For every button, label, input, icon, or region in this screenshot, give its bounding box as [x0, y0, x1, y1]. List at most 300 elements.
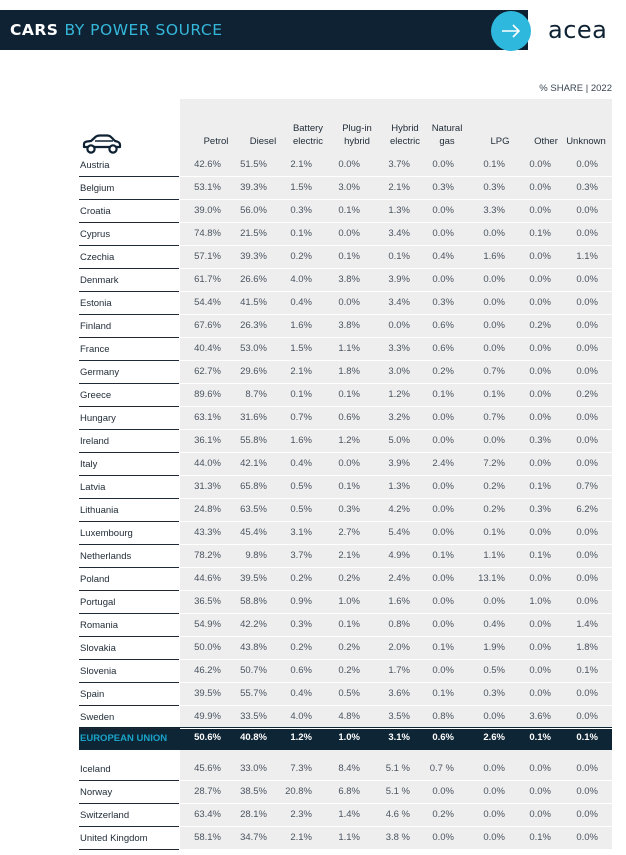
table-cell: 0.1% [529, 481, 551, 492]
row-label: Portugal [80, 597, 116, 608]
table-cell: 0.0% [388, 320, 410, 331]
table-cell: 0.5% [338, 688, 360, 699]
table-cell: 0.0% [529, 274, 551, 285]
table-cell: 0.2% [290, 642, 312, 653]
table-cell: 44.6% [194, 573, 221, 584]
table-cell: 4.0% [290, 274, 312, 285]
table-cell: 0.0% [432, 412, 454, 423]
table-row [79, 154, 612, 177]
table-cell: 54.9% [194, 619, 221, 630]
row-label: Austria [80, 160, 110, 171]
table-cell: 39.5% [240, 573, 267, 584]
table-cell: 1.5% [290, 182, 312, 193]
table-cell: 0.0% [432, 228, 454, 239]
table-cell: 53.0% [240, 343, 267, 354]
table-cell: 0.0% [529, 619, 551, 630]
table-cell: 0.0% [576, 832, 598, 843]
table-cell: 0.2% [290, 251, 312, 262]
table-cell: 4.8% [338, 711, 360, 722]
table-cell: 0.0% [576, 366, 598, 377]
table-row [79, 177, 612, 200]
table-cell: 0.0% [483, 435, 505, 446]
table-cell: 42.1% [240, 458, 267, 469]
table-cell: 0.0% [576, 435, 598, 446]
table-cell: 2.0% [388, 642, 410, 653]
table-cell: 0.4% [290, 458, 312, 469]
table-cell: 0.0% [529, 458, 551, 469]
table-cell: 0.1% [338, 205, 360, 216]
row-label: Switzerland [80, 810, 130, 821]
table-cell: 28.1% [240, 809, 267, 820]
table-cell: 0.2% [432, 366, 454, 377]
table-cell: 0.0% [432, 481, 454, 492]
column-header-line2: Other [534, 136, 558, 147]
table-cell: 0.0% [483, 711, 505, 722]
table-cell: 0.1% [432, 642, 454, 653]
table-cell: 0.0% [432, 205, 454, 216]
table-cell: 0.2% [338, 642, 360, 653]
column-header-line2: electric [292, 136, 324, 147]
table-row [79, 246, 612, 269]
table-cell: 61.7% [194, 274, 221, 285]
table-cell: 0.0% [576, 596, 598, 607]
table-cell: 3.2% [388, 412, 410, 423]
table-cell: 36.1% [194, 435, 221, 446]
row-label: Hungary [80, 413, 116, 424]
table-cell: 8.4% [338, 763, 360, 774]
table-cell: 54.4% [194, 297, 221, 308]
table-row [79, 315, 612, 338]
table-cell: 0.0% [576, 159, 598, 170]
table-cell: 0.0% [529, 389, 551, 400]
table-cell: 0.1% [388, 251, 410, 262]
table-cell: 0.0% [483, 809, 505, 820]
table-cell: 0.2% [483, 504, 505, 515]
table-cell: 0.0% [576, 688, 598, 699]
table-cell: 31.3% [194, 481, 221, 492]
table-cell: 0.0% [529, 665, 551, 676]
table-cell: 1.3% [388, 205, 410, 216]
table-cell: 0.0% [483, 763, 505, 774]
table-cell: 0.0% [432, 504, 454, 515]
table-cell: 5.1 % [385, 763, 410, 774]
table-cell: 0.0% [576, 573, 598, 584]
table-cell: 34.7% [240, 832, 267, 843]
table-cell: 50.6% [194, 732, 221, 743]
table-cell: 0.0% [576, 809, 598, 820]
table-cell: 38.5% [240, 786, 267, 797]
row-divider [79, 849, 179, 850]
table-cell: 0.1% [529, 832, 551, 843]
column-header-line2: gas [439, 136, 455, 147]
row-label: Italy [80, 459, 98, 470]
table-cell: 5.1 % [385, 786, 410, 797]
table-cell: 4.0% [290, 711, 312, 722]
table-cell: 0.7 % [429, 763, 454, 774]
table-cell: 26.3% [240, 320, 267, 331]
table-cell: 0.0% [432, 159, 454, 170]
table-cell: 62.7% [194, 366, 221, 377]
table-cell: 0.6% [432, 343, 454, 354]
table-cell: 42.2% [240, 619, 267, 630]
table-cell: 0.0% [576, 343, 598, 354]
table-cell: 3.8% [338, 320, 360, 331]
row-label: Belgium [80, 183, 115, 194]
table-cell: 0.2% [576, 389, 598, 400]
table-cell: 0.0% [529, 786, 551, 797]
table-cell: 45.6% [194, 763, 221, 774]
table-cell: 1.4% [338, 809, 360, 820]
table-cell: 0.0% [432, 665, 454, 676]
table-cell: 3.5% [388, 711, 410, 722]
table-cell: 65.8% [240, 481, 267, 492]
table-cell: 0.1% [483, 389, 505, 400]
table-cell: 7.3% [290, 763, 312, 774]
table-cell: 0.7% [483, 412, 505, 423]
table-cell: 55.7% [240, 688, 267, 699]
table-cell: 0.0% [483, 786, 505, 797]
table-row [79, 781, 612, 804]
table-cell: 1.0% [338, 596, 360, 607]
row-label: Romania [80, 620, 119, 631]
row-label: Iceland [80, 764, 111, 775]
column-header-line2: hybrid [344, 136, 370, 147]
table-row [79, 568, 612, 591]
table-cell: 2.6% [483, 732, 505, 743]
column-header-line2: electric [389, 136, 421, 147]
column-header [556, 122, 616, 148]
table-cell: 0.1% [432, 688, 454, 699]
table-cell: 46.2% [194, 665, 221, 676]
column-header-line2: LPG [490, 136, 510, 147]
table-cell: 58.1% [194, 832, 221, 843]
table-cell: 0.7% [576, 481, 598, 492]
table-cell: 3.0% [338, 182, 360, 193]
table-cell: 53.1% [194, 182, 221, 193]
arrow-right-button[interactable] [491, 11, 531, 51]
table-cell: 0.0% [529, 159, 551, 170]
table-cell: 3.8 % [385, 832, 410, 843]
table-row [79, 545, 612, 568]
row-label: Germany [80, 367, 120, 378]
table-cell: 41.5% [240, 297, 267, 308]
table-cell: 31.6% [240, 412, 267, 423]
row-label: Ireland [80, 436, 110, 447]
table-row-eu-total [79, 727, 612, 750]
table-cell: 0.0% [576, 458, 598, 469]
car-icon [80, 133, 122, 155]
table-row [79, 200, 612, 223]
table-cell: 1.3% [388, 481, 410, 492]
table-cell: 0.1% [290, 228, 312, 239]
table-cell: 0.1% [529, 550, 551, 561]
table-cell: 2.7% [338, 527, 360, 538]
arrow-right-icon [500, 23, 522, 39]
table-cell: 0.0% [576, 297, 598, 308]
table-cell: 0.0% [529, 343, 551, 354]
table-cell: 3.0% [388, 366, 410, 377]
table-cell: 0.1% [529, 228, 551, 239]
table-cell: 3.9% [388, 458, 410, 469]
table-cell: 3.4% [388, 228, 410, 239]
table-cell: 50.7% [240, 665, 267, 676]
table-cell: 0.0% [529, 809, 551, 820]
row-label: Slovakia [80, 643, 116, 654]
table-cell: 3.6% [529, 711, 551, 722]
table-cell: 0.1% [338, 481, 360, 492]
table-cell: 0.0% [529, 688, 551, 699]
table-cell: 0.0% [529, 366, 551, 377]
table-cell: 0.3% [338, 504, 360, 515]
table-row [79, 407, 612, 430]
table-cell: 3.6% [388, 688, 410, 699]
table-cell: 67.6% [194, 320, 221, 331]
table-cell: 43.8% [240, 642, 267, 653]
row-label: Spain [80, 689, 105, 700]
table-cell: 6.2% [576, 504, 598, 515]
table-row [79, 269, 612, 292]
row-label: Lithuania [80, 505, 119, 516]
table-cell: 3.1% [290, 527, 312, 538]
table-cell: 3.7% [290, 550, 312, 561]
table-cell: 55.8% [240, 435, 267, 446]
table-cell: 63.1% [194, 412, 221, 423]
column-header-line1: Hybrid [391, 123, 419, 134]
table-cell: 0.7% [290, 412, 312, 423]
table-cell: 89.6% [194, 389, 221, 400]
table-cell: 45.4% [240, 527, 267, 538]
table-cell: 0.1% [576, 732, 598, 743]
table-cell: 2.1% [290, 366, 312, 377]
table-cell: 29.6% [240, 366, 267, 377]
table-cell: 0.5% [290, 481, 312, 492]
table-cell: 0.0% [432, 435, 454, 446]
column-header-line2: Unknown [566, 136, 606, 147]
table-cell: 0.1% [290, 389, 312, 400]
table-cell: 0.0% [529, 251, 551, 262]
table-cell: 1.2% [338, 435, 360, 446]
table-cell: 0.2% [338, 665, 360, 676]
column-header-line1: Battery [292, 123, 324, 134]
row-label: Sweden [80, 712, 115, 723]
table-row [79, 706, 612, 729]
column-header-line2: Diesel [249, 136, 277, 147]
table-cell: 0.0% [529, 642, 551, 653]
table-cell: 0.0% [576, 274, 598, 285]
table-cell: 42.6% [194, 159, 221, 170]
table-cell: 0.3% [576, 182, 598, 193]
table-row [79, 637, 612, 660]
page-subtitle: BY POWER SOURCE [64, 21, 223, 39]
table-cell: 0.0% [483, 343, 505, 354]
table-cell: 3.8% [338, 274, 360, 285]
table-cell: 1.6% [483, 251, 505, 262]
table-cell: 0.4% [432, 251, 454, 262]
table-cell: 0.0% [432, 619, 454, 630]
table-cell: 0.3% [290, 205, 312, 216]
table-row [79, 499, 612, 522]
table-cell: 0.1% [576, 665, 598, 676]
table-cell: 44.0% [194, 458, 221, 469]
table-cell: 0.0% [576, 320, 598, 331]
row-label: EUROPEAN UNION [80, 733, 168, 744]
table-cell: 1.6% [290, 320, 312, 331]
table-cell: 0.9% [290, 596, 312, 607]
table-cell: 0.1% [432, 389, 454, 400]
table-cell: 1.6% [290, 435, 312, 446]
table-row [79, 223, 612, 246]
table-cell: 56.0% [240, 205, 267, 216]
table-cell: 0.7% [483, 366, 505, 377]
table-row [79, 522, 612, 545]
table-cell: 50.0% [194, 642, 221, 653]
table-cell: 0.0% [529, 412, 551, 423]
table-cell: 0.1% [432, 550, 454, 561]
title-bar [0, 10, 528, 50]
table-row [79, 453, 612, 476]
row-label: Denmark [80, 275, 119, 286]
table-cell: 6.8% [338, 786, 360, 797]
row-label: Greece [80, 390, 112, 401]
table-cell: 40.4% [194, 343, 221, 354]
table-cell: 0.2% [483, 481, 505, 492]
table-cell: 36.5% [194, 596, 221, 607]
table-cell: 3.9% [388, 274, 410, 285]
table-cell: 1.1% [338, 832, 360, 843]
column-header-line2: Petrol [203, 136, 229, 147]
column-header [417, 122, 477, 148]
table-row [79, 591, 612, 614]
acea-logo: acea [548, 16, 608, 44]
row-label: Norway [80, 787, 113, 798]
table-cell: 0.0% [576, 786, 598, 797]
table-row [79, 804, 612, 827]
table-cell: 0.0% [432, 527, 454, 538]
table-cell: 1.1% [576, 251, 598, 262]
table-cell: 0.0% [483, 228, 505, 239]
table-cell: 0.0% [576, 205, 598, 216]
table-cell: 51.5% [240, 159, 267, 170]
row-label: Finland [80, 321, 112, 332]
row-label: Estonia [80, 298, 112, 309]
row-label: Luxembourg [80, 528, 133, 539]
table-cell: 3.3% [388, 343, 410, 354]
table-cell: 0.8% [432, 711, 454, 722]
table-cell: 9.8% [245, 550, 267, 561]
table-cell: 24.8% [194, 504, 221, 515]
table-cell: 0.0% [483, 320, 505, 331]
table-row [79, 292, 612, 315]
column-header-line1: Natural [431, 123, 463, 134]
page-title: CARS [10, 21, 59, 39]
table-cell: 0.1% [338, 251, 360, 262]
table-cell: 0.3% [432, 182, 454, 193]
row-label: Czechia [80, 252, 115, 263]
header [0, 10, 626, 50]
table-cell: 1.4% [576, 619, 598, 630]
table-cell: 21.5% [240, 228, 267, 239]
table-row [79, 827, 612, 850]
table-row [79, 683, 612, 706]
table-cell: 3.7% [388, 159, 410, 170]
table-cell: 0.1% [483, 527, 505, 538]
table-cell: 0.0% [529, 182, 551, 193]
table-cell: 1.8% [576, 642, 598, 653]
table-cell: 3.3% [483, 205, 505, 216]
table-cell: 0.5% [290, 504, 312, 515]
table-row [79, 338, 612, 361]
table-cell: 0.0% [529, 297, 551, 308]
table-cell: 0.0% [432, 832, 454, 843]
table-cell: 5.0% [388, 435, 410, 446]
table-cell: 3.1% [388, 732, 410, 743]
table-cell: 49.9% [194, 711, 221, 722]
table-cell: 0.0% [529, 205, 551, 216]
table-cell: 2.1% [338, 550, 360, 561]
table-cell: 39.0% [194, 205, 221, 216]
table-cell: 0.1% [483, 159, 505, 170]
table-cell: 2.1% [290, 159, 312, 170]
table-cell: 0.0% [483, 297, 505, 308]
table-cell: 0.0% [432, 274, 454, 285]
table-cell: 0.8% [388, 619, 410, 630]
table-cell: 0.3% [432, 297, 454, 308]
table-cell: 0.0% [576, 550, 598, 561]
table-cell: 1.1% [338, 343, 360, 354]
table-cell: 0.1% [529, 732, 551, 743]
table-cell: 2.1% [290, 832, 312, 843]
table-cell: 0.0% [483, 596, 505, 607]
row-label: Latvia [80, 482, 106, 493]
table-cell: 1.1% [483, 550, 505, 561]
table-cell: 1.8% [338, 366, 360, 377]
table-row [79, 614, 612, 637]
table-cell: 0.0% [576, 527, 598, 538]
table-cell: 57.1% [194, 251, 221, 262]
table-cell: 0.0% [529, 527, 551, 538]
table-row [79, 361, 612, 384]
table-cell: 0.6% [290, 665, 312, 676]
table-row [79, 476, 612, 499]
table-cell: 2.4% [432, 458, 454, 469]
table-cell: 33.0% [240, 763, 267, 774]
table-cell: 28.7% [194, 786, 221, 797]
row-separator [180, 849, 612, 850]
table-cell: 0.0% [338, 458, 360, 469]
table-cell: 39.3% [240, 182, 267, 193]
column-header-line1 [556, 122, 616, 135]
row-label: Poland [80, 574, 110, 585]
table-cell: 3.4% [388, 297, 410, 308]
row-label: Cyprus [80, 229, 111, 240]
table-cell: 0.6% [432, 732, 454, 743]
table-cell: 1.2% [388, 389, 410, 400]
table-cell: 0.0% [529, 763, 551, 774]
table-row [79, 660, 612, 683]
table-cell: 1.7% [388, 665, 410, 676]
unit-note: % SHARE | 2022 [539, 83, 612, 94]
table-cell: 0.4% [290, 297, 312, 308]
table-cell: 0.3% [483, 182, 505, 193]
table-cell: 0.2% [529, 320, 551, 331]
table-cell: 2.4% [388, 573, 410, 584]
table-cell: 1.5% [290, 343, 312, 354]
row-label: France [80, 344, 110, 355]
table-cell: 0.2% [290, 573, 312, 584]
table-cell: 0.5% [483, 665, 505, 676]
table-cell: 0.0% [338, 297, 360, 308]
table-row [79, 384, 612, 407]
